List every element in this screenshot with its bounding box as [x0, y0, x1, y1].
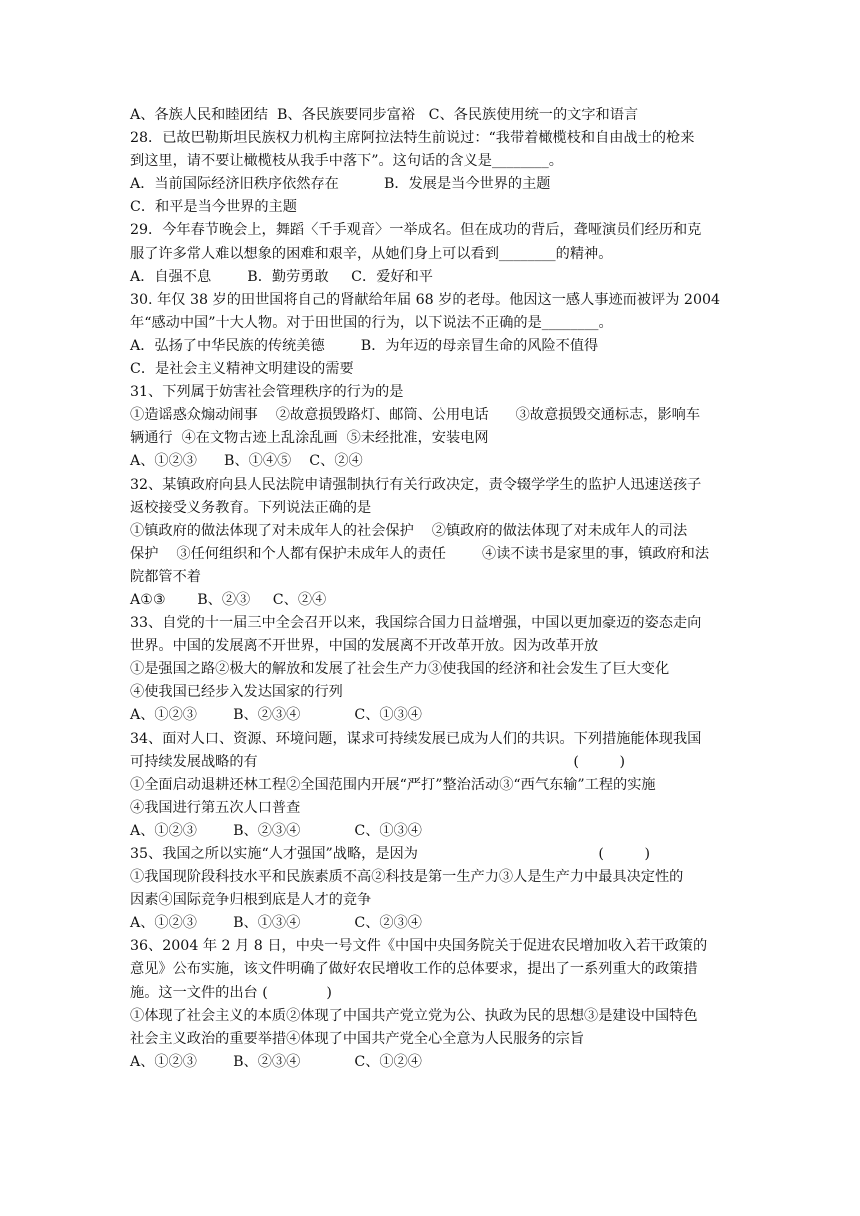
text-line: 世界。中国的发展离不开世界，中国的发展离不开改革开放。因为改革开放	[130, 638, 599, 655]
text-line: ①我国现阶段科技水平和民族素质不高②科技是第一生产力③人是生产力中最具决定性的	[130, 869, 684, 886]
question-36: 36、2004 年 2 月 8 日，中央一号文件《中国中央国务院关于促进农民增加收入若干政策的	[130, 938, 708, 955]
text-line: ①造谣惑众煽动闹事 ②故意损毁路灯、邮筒、公用电话 ③故意损毁交通标志，影响车	[130, 407, 701, 424]
text-line: 返校接受义务教育。下列说法正确的是	[130, 499, 372, 516]
text-line: 意见》公布实施，该文件明确了做好农民增收工作的总体要求，提出了一系列重大的政策措	[130, 961, 698, 978]
option-line: A、①②③ B、②③④ C、①③④	[130, 707, 422, 724]
question-30: 30. 年仅 38 岁的田世国将自己的肾献给年届 68 岁的老母。他因这一感人事迹而被评为 2004	[130, 291, 721, 308]
question-34: 34、面对人口、资源、环境问题，谋求可持续发展已成为人们的共识。下列措施能体现我国	[130, 730, 702, 747]
text-line: A、各族人民和睦团结 B、各民族要同步富裕 C、各民族使用统一的文字和语言	[130, 107, 639, 123]
text-line: 服了许多常人难以想象的困难和艰辛，从她们身上可以看到________的精神。	[130, 245, 613, 262]
option-line: A、①②③ B、②③④ C、①②④	[130, 1053, 422, 1070]
option-line: A①③ B、②③ C、②④	[130, 591, 327, 608]
option-line: C．是社会主义精神文明建设的需要	[130, 361, 354, 378]
question-28: 28．已故巴勒斯坦民族权力机构主席阿拉法特生前说过：“我带着橄榄枝和自由战士的枪来	[130, 130, 695, 147]
text-line: ①全面启动退耕还林工程②全国范围内开展“严打”整治活动③“西气东输”工程的实施	[130, 776, 656, 793]
text-line: 因素④国际竞争归根到底是人才的竞争	[130, 892, 372, 909]
option-line: A、①②③ B、①④⑤ C、②④	[130, 453, 363, 470]
text-line: 到这里，请不要让橄榄枝从我手中落下”。这句话的含义是________。	[130, 153, 563, 170]
option-line: A．当前国际经济旧秩序依然存在 B．发展是当今世界的主题	[130, 176, 551, 193]
question-29: 29．今年春节晚会上，舞蹈〈千手观音〉一举成名。但在成功的背后，聋哑演员们经历和克	[130, 222, 702, 239]
text-line: 辆通行 ④在文物古迹上乱涂乱画 ⑤未经批准，安装电网	[130, 430, 489, 447]
option-line: A、①②③ B、①③④ C、②③④	[130, 915, 422, 932]
text-line: 保护 ③任何组织和个人都有保护未成年人的责任 ④读不读书是家里的事，镇政府和法	[130, 545, 710, 562]
question-33: 33、自党的十一届三中全会召开以来，我国综合国力日益增强，中国以更加豪迈的姿态走向	[130, 615, 702, 632]
text-line: 院都管不着	[130, 568, 201, 585]
option-line: A．自强不息 B．勤劳勇敢 C．爱好和平	[130, 268, 433, 285]
text-line: 施。这一文件的出台 ( )	[130, 984, 332, 1001]
option-line: A、①②③ B、②③④ C、①③④	[130, 822, 422, 839]
text-line: ④使我国已经步入发达国家的行列	[130, 684, 343, 701]
text-line: ①镇政府的做法体现了对未成年人的社会保护 ②镇政府的做法体现了对未成年人的司法	[130, 522, 688, 539]
text-line: 可持续发展战略的有 ( )	[130, 753, 626, 770]
text-line: 年“感动中国”十大人物。对于田世国的行为，以下说法不正确的是________。	[130, 314, 613, 331]
option-line: A．弘扬了中华民族的传统美德 B．为年迈的母亲冒生命的风险不值得	[130, 337, 599, 354]
question-32: 32、某镇政府向县人民法院申请强制执行有关行政决定，责令辍学学生的监护人迅速送孩子	[130, 476, 702, 493]
text-line: 社会主义政治的重要举措④体现了中国共产党全心全意为人民服务的宗旨	[130, 1030, 585, 1047]
text-line: ①是强国之路②极大的解放和发展了社会生产力③使我国的经济和社会发生了巨大变化	[130, 661, 670, 678]
question-35: 35、我国之所以实施“人才强国”战略，是因为 ( )	[130, 846, 650, 862]
text-line: ④我国进行第五次人口普查	[130, 799, 301, 816]
text-line: ①体现了社会主义的本质②体现了中国共产党立党为公、执政为民的思想③是建设中国特色	[130, 1007, 698, 1024]
document-page	[130, 104, 742, 1074]
question-31: 31、下列属于妨害社会管理秩序的行为的是	[130, 384, 404, 401]
option-line: C．和平是当今世界的主题	[130, 199, 297, 216]
